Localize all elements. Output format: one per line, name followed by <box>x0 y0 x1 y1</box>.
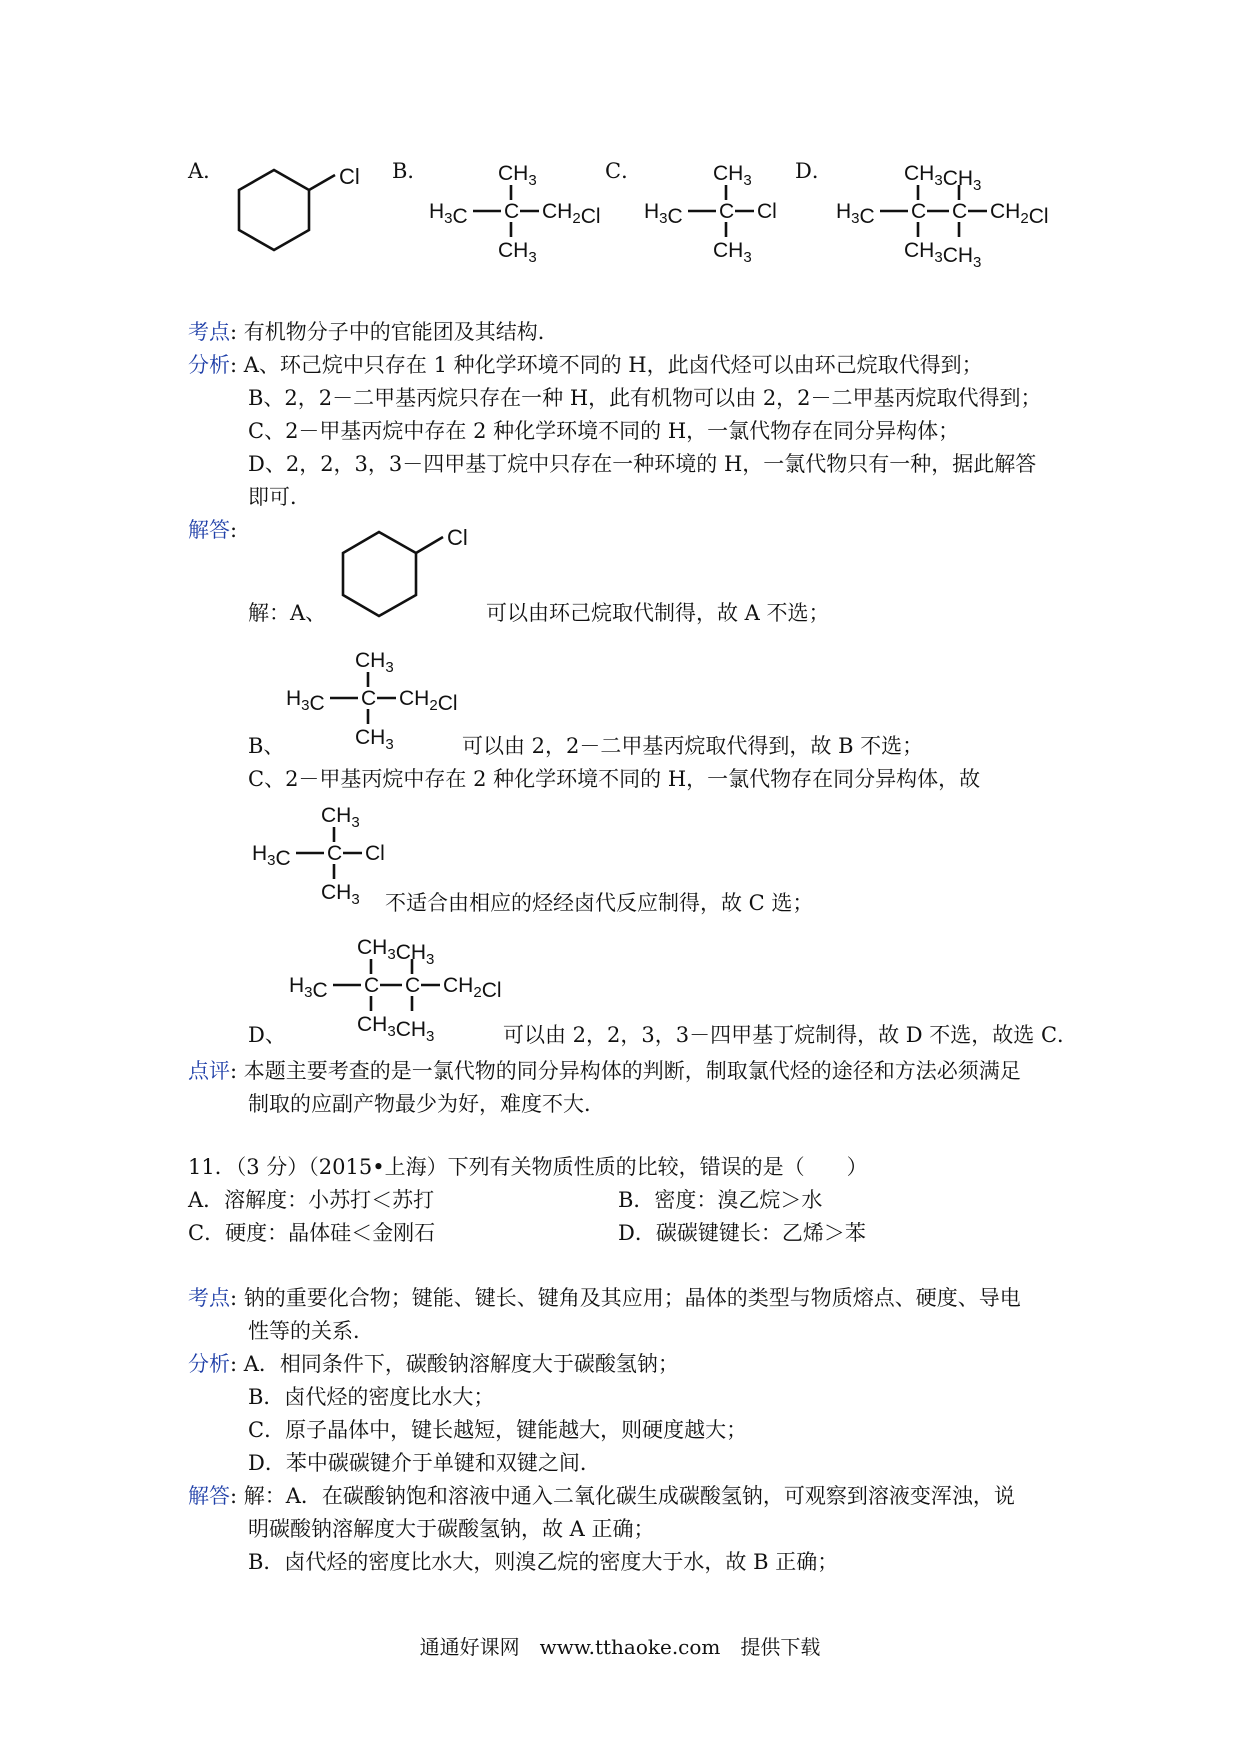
svg-text:CH2Cl: $CH_2Cl$ <box>990 200 1049 228</box>
jieda-label: 解答 <box>188 1484 230 1508</box>
svg-text:H3C: $H_3C$ <box>289 974 328 1002</box>
svg-text:CH3: $CH_3$ <box>498 162 537 189</box>
svg-text:H3C: $H_3C$ <box>429 200 468 228</box>
svg-text:C: C <box>405 974 421 997</box>
svg-text:CH3: $CH_3$ <box>355 726 394 753</box>
q11-option-d: D．碳碳键键长：乙烯＞苯 <box>618 1221 866 1245</box>
svg-text:CH2Cl: $CH_2Cl$ <box>542 200 601 228</box>
svg-text:C: C <box>361 687 377 710</box>
svg-text:CH3: $CH_3$ <box>713 162 752 189</box>
svg-text:CH2Cl: $CH_2Cl$ <box>443 974 502 1002</box>
svg-text:H3C: $H_3C$ <box>252 842 291 870</box>
svg-text:C: C <box>364 974 380 997</box>
svg-text:Cl: Cl <box>757 200 777 223</box>
option-b-structure <box>425 158 625 268</box>
cyclohexane-ring <box>239 170 309 250</box>
q10-fenxi-b: B、2，2－二甲基丙烷只存在一种 H，此有机物可以由 2，2－二甲基丙烷取代得到； <box>248 386 1042 410</box>
kaodian-label: 考点 <box>188 1286 230 1310</box>
q11-fenxi: 分析: A．相同条件下，碳酸钠溶解度大于碳酸氢钠； <box>188 1352 679 1376</box>
fenxi-label: 分析 <box>188 1352 230 1376</box>
jieda-label: 解答 <box>188 518 230 542</box>
svg-text:C: C <box>719 200 735 223</box>
svg-text:H3C: $H_3C$ <box>836 200 875 228</box>
svg-text:Cl: Cl <box>365 842 385 865</box>
jie-d-text: 可以由 2，2，3，3－四甲基丁烷制得，故 D 不选，故选 C． <box>503 1023 1079 1047</box>
q11-fenxi-b: B．卤代烃的密度比水大； <box>248 1385 495 1409</box>
q11-option-b: B．密度：溴乙烷＞水 <box>618 1188 823 1212</box>
q11-jieda-3: B．卤代烃的密度比水大，则溴乙烷的密度大于水，故 B 正确； <box>248 1550 839 1574</box>
svg-text:Cl: Cl <box>447 525 468 550</box>
q10-kaodian: 考点: 有机物分子中的官能团及其结构． <box>188 320 559 344</box>
option-b-label: B． <box>392 159 429 183</box>
svg-text:CH3CH3: $CH_3CH_3$ <box>904 239 982 268</box>
option-c-structure <box>640 158 790 268</box>
answer-a-structure <box>340 520 500 625</box>
svg-text:CH3: $CH_3$ <box>321 881 360 908</box>
q11-option-c: C．硬度：晶体硅＜金刚石 <box>188 1221 436 1245</box>
jie-c-text1: C、2－甲基丙烷中存在 2 种化学环境不同的 H，一氯代物存在同分异构体，故 <box>248 767 981 791</box>
svg-text:H3C: $H_3C$ <box>644 200 683 228</box>
fenxi-label: 分析 <box>188 353 230 377</box>
q10-dianping: 点评: 本题主要考查的是一氯代物的同分异构体的判断，制取氯代烃的途径和方法必须满足 <box>188 1059 1021 1083</box>
kaodian-label: 考点 <box>188 320 230 344</box>
q10-fenxi-c: C、2－甲基丙烷中存在 2 种化学环境不同的 H，一氯代物存在同分异构体； <box>248 419 960 443</box>
q11-jieda: 解答: 解：A．在碳酸钠饱和溶液中通入二氧化碳生成碳酸氢钠，可观察到溶液变浑浊，说 <box>188 1484 1015 1508</box>
svg-text:C: C <box>504 200 520 223</box>
option-a-label: A． <box>188 159 225 183</box>
svg-text:C: C <box>327 842 343 865</box>
q10-jieda: 解答: <box>188 518 238 542</box>
option-c-label: C． <box>605 159 643 183</box>
q11-option-a: A．溶解度：小苏打＜苏打 <box>188 1188 435 1212</box>
cl-label: Cl <box>339 164 360 189</box>
jie-a-text: 可以由环己烷取代制得，故 A 不选； <box>486 601 830 625</box>
answer-c-structure <box>248 800 398 910</box>
q10-fenxi-d2: 即可． <box>248 485 311 509</box>
svg-text:C: C <box>952 200 968 223</box>
svg-text:CH3: $CH_3$ <box>498 239 537 266</box>
q11-kaodian-2: 性等的关系． <box>248 1319 374 1343</box>
svg-text:C: C <box>911 200 927 223</box>
jie-b-prefix: B、 <box>248 734 285 758</box>
svg-text:CH2Cl: $CH_2Cl$ <box>399 687 458 715</box>
answer-b-structure <box>282 645 482 755</box>
svg-text:CH3CH3: $CH_3CH_3$ <box>357 936 435 968</box>
svg-text:CH3: $CH_3$ <box>713 239 752 266</box>
jie-b-text: 可以由 2，2－二甲基丙烷取代得到，故 B 不选； <box>462 734 924 758</box>
q10-dianping-2: 制取的应副产物最少为好，难度不大． <box>248 1092 605 1116</box>
q10-fenxi-d1: D、2，2，3，3－四甲基丁烷中只存在一种环境的 H，一氯代物只有一种，据此解答 <box>248 452 1037 476</box>
page-footer: 通通好课网 www.tthaoke.com 提供下载 <box>419 1635 821 1659</box>
jie-a-prefix: 解：A、 <box>248 601 327 625</box>
svg-text:H3C: $H_3C$ <box>286 687 325 715</box>
q11-jieda-2: 明碳酸钠溶解度大于碳酸氢钠，故 A 正确； <box>248 1517 655 1541</box>
dianping-label: 点评 <box>188 1059 230 1083</box>
jie-d-prefix: D、 <box>248 1023 286 1047</box>
svg-text:CH3: $CH_3$ <box>321 804 360 831</box>
svg-text:CH3CH3: $CH_3CH_3$ <box>904 162 982 194</box>
q11-stem: 11．（3 分）（2015•上海）下列有关物质性质的比较，错误的是（ ） <box>188 1155 868 1179</box>
svg-text:CH3CH3: $CH_3CH_3$ <box>357 1013 435 1042</box>
q11-fenxi-c: C．原子晶体中，键长越短，键能越大，则硬度越大； <box>248 1418 748 1442</box>
jie-c-text2: 不适合由相应的烃经卤代反应制得，故 C 选； <box>385 891 814 915</box>
q10-fenxi-a: 分析: A、环己烷中只存在 1 种化学环境不同的 H，此卤代烃可以由环己烷取代得到； <box>188 353 983 377</box>
svg-text:CH3: $CH_3$ <box>355 649 394 676</box>
answer-d-structure <box>285 932 515 1042</box>
option-a-structure <box>235 160 395 270</box>
q11-fenxi-d: D．苯中碳碳键介于单键和双键之间． <box>248 1451 601 1475</box>
option-d-structure <box>832 158 1062 268</box>
q11-kaodian: 考点: 钠的重要化合物；键能、键长、键角及其应用；晶体的类型与物质熔点、硬度、导电 <box>188 1286 1021 1310</box>
option-d-label: D． <box>795 159 833 183</box>
